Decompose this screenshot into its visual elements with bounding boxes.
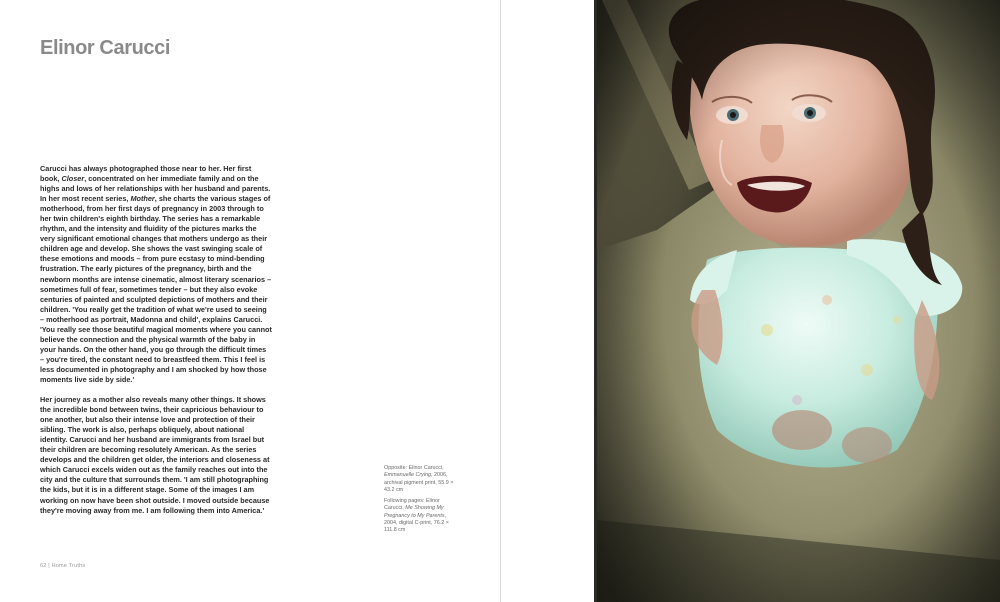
image-caption	[384, 465, 458, 539]
caption-following-title: Me Showing My Pregnancy to My Parents	[384, 505, 445, 519]
crying-child-photograph	[597, 0, 1000, 602]
caption-following	[384, 498, 458, 534]
paragraph-2: Her journey as a mother also reveals many other things. It shows the incredible bond between twins, their capricious behaviour to one another, but also their intense love and protection of their sibling. The work is also, perhaps obliquely, about national identity. Carucci and her husband are immigrants from Israel but their children are becoming resolutely American. As the series develops and the children get older, the interiors and closeness at which Carucci excels widen out as the family reaches out into the city and the culture that surrounds them. 'I am still photographing the kids, but it is in a different stage. Some of the images I am working on now have been shot outside. I moved outside because they're moving away from me. I am following them into America.'	[40, 395, 270, 515]
caption-opposite-a: Opposite: Elinor Carucci,	[384, 465, 444, 471]
caption-opposite	[384, 465, 458, 494]
body-text	[40, 164, 272, 526]
caption-opposite-c: , 2006, archival pigment print, 55.9 × 43.2 cm	[384, 472, 454, 493]
paragraph-1-text-e: , she charts the various stages of motherhood, from her first days of pregnancy in 2003 through to her twin children's eighth birthday. The series has a remarkable rhythm, and the intensity and fluidity of the pictures marks the very significant emotional changes that mothers undergo as their children age and develop. She shows the vast swinging scale of these emotions and moods – from pure ecstasy to mind-bending frustration. The early pictures of the pregnancy, birth and the newborn months are intense cinematic, almost literary scenarios – sometimes full of fear, sometimes tender – but they also evoke centuries of painted and sculpted depictions of mothers and their children. 'You really get the tradition of what we're used to seeing – motherhood as portrait, Madonna and child', explains Carucci. 'You really see those beautiful magical moments where you cannot believe the connection and the physical warmth of the baby in your hands. On the other hand, you go through the difficult times – you're tired, the constant need to breastfeed them. This I feel is less documented in photography and I am shocked by how those moments live side by side.'	[40, 194, 272, 384]
caption-opposite-title: Emmanuelle Crying	[384, 472, 432, 479]
book-title-closer: Closer	[61, 174, 85, 184]
series-title-mother: Mother	[130, 194, 155, 204]
photo-illustration	[597, 0, 1000, 602]
caption-following-c: , 2004, digital C-print, 76.2 × 111.8 cm	[384, 512, 449, 534]
paragraph-1-text-a: Carucci has always photographed those near to her. Her first book,	[40, 164, 252, 184]
caption-following-a: Following pages: Elinor Carucci,	[384, 498, 440, 512]
paragraph-1-text-c: , concentrated on her immediate family and on the highs and lows of her relationships with her husband and parents. In her most recent series,	[40, 174, 271, 204]
page-folio: 62 | Home Truths	[40, 563, 86, 569]
paragraph-1	[40, 164, 272, 385]
page-title: Elinor Carucci	[40, 37, 170, 59]
